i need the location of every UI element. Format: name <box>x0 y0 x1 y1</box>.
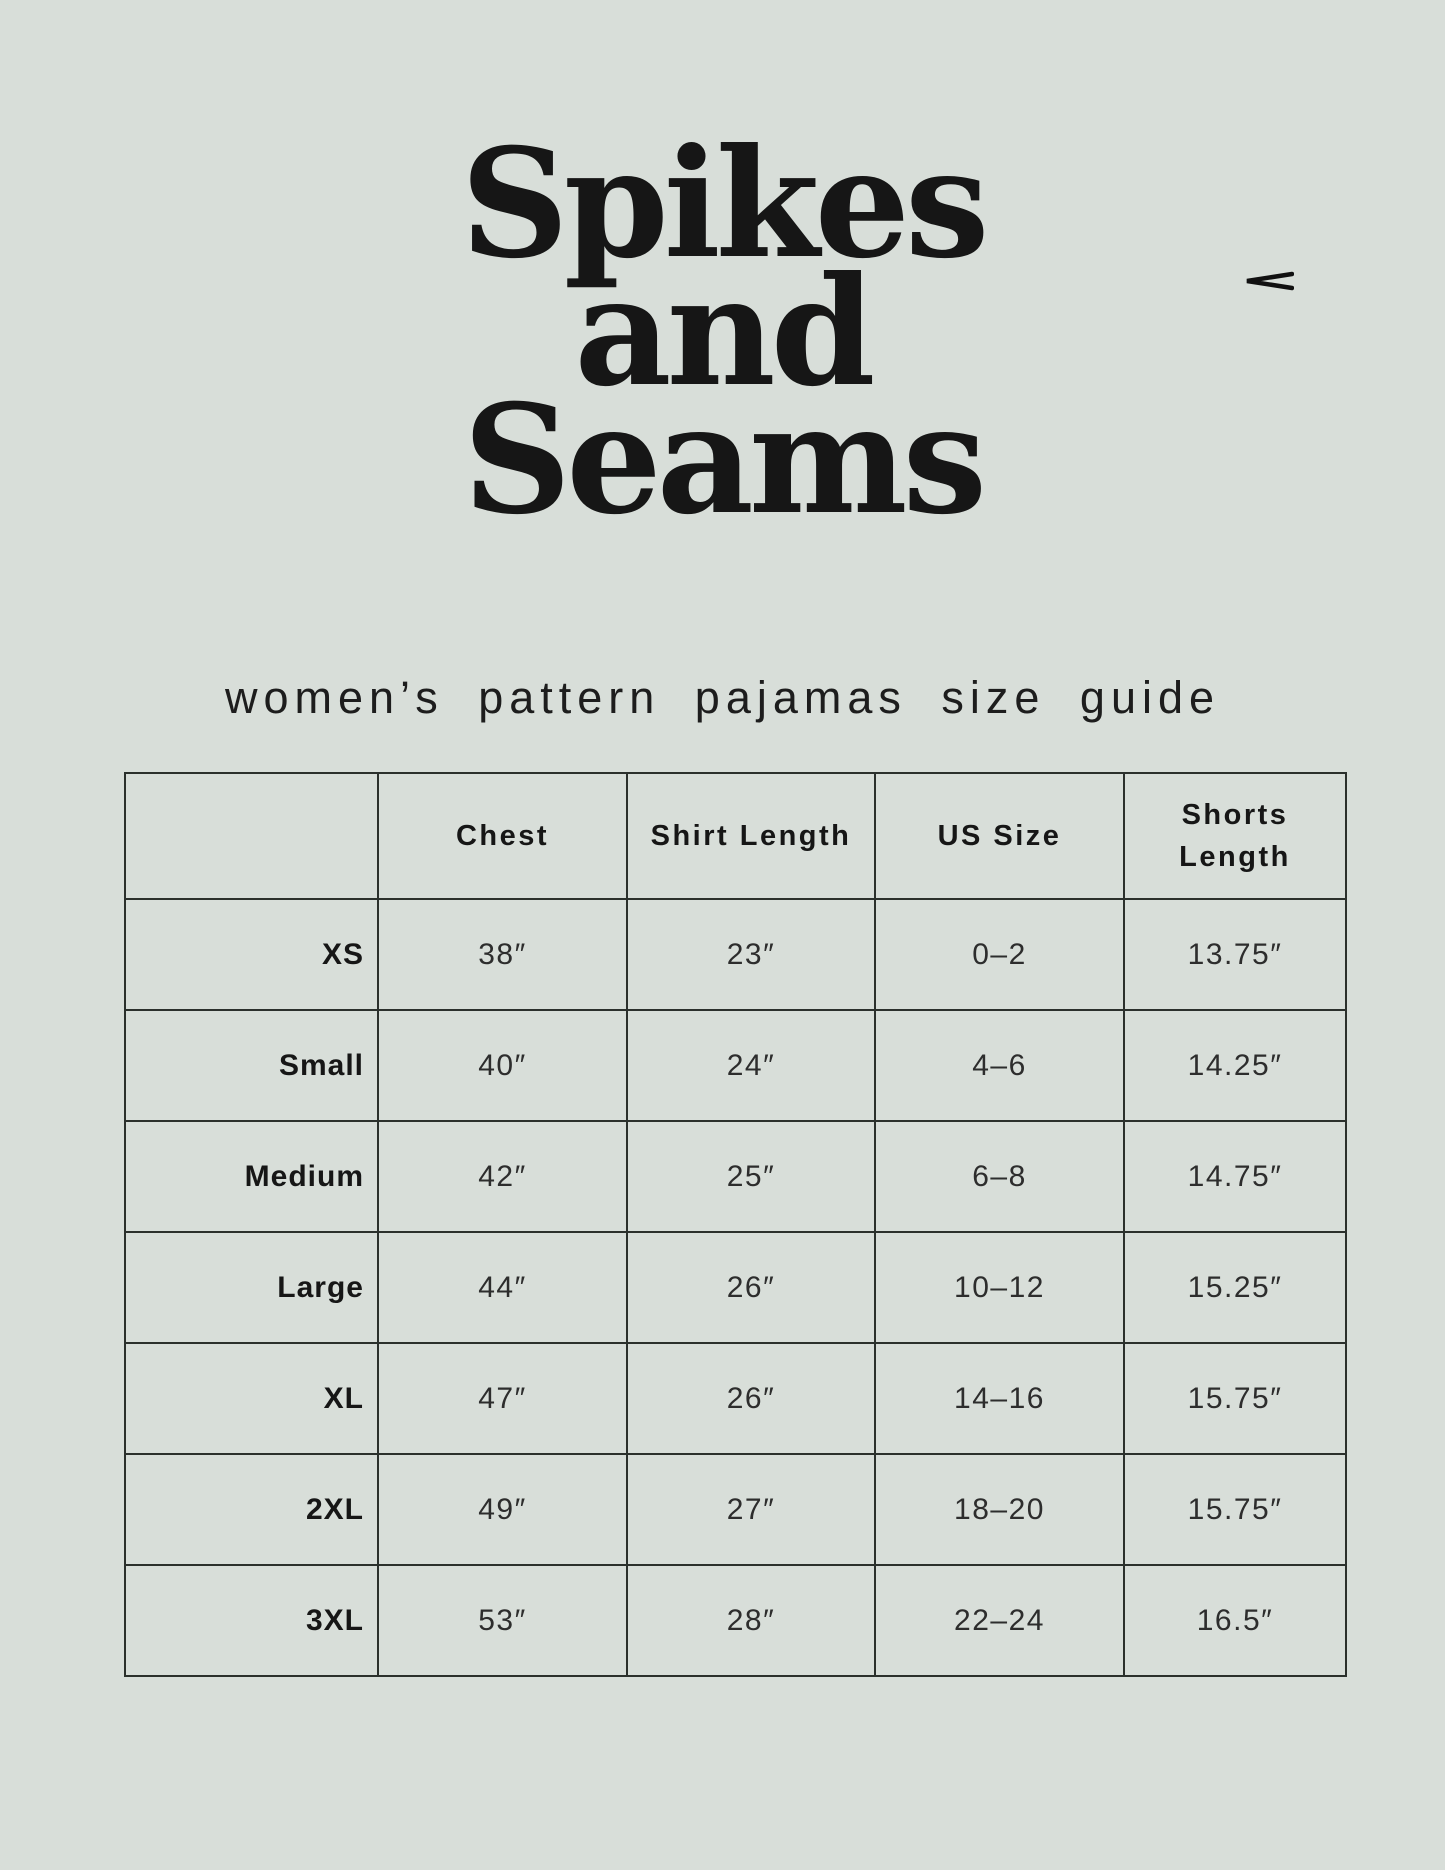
row-label: 3XL <box>125 1565 378 1676</box>
page-title: women’s pattern pajamas size guide <box>224 672 1221 723</box>
shirt-length-value: 23″ <box>627 899 875 1010</box>
chest-value: 49″ <box>378 1454 627 1565</box>
logo-line-1: Spikes <box>460 116 985 292</box>
header-us-size: US Size <box>875 773 1124 899</box>
chevron-left-icon <box>1244 270 1294 292</box>
table-header-row <box>125 773 1346 899</box>
table-row-xl <box>125 1343 1346 1454</box>
header-shirt-length: Shirt Length <box>627 773 875 899</box>
row-label: Small <box>125 1010 378 1121</box>
row-label: 2XL <box>125 1454 378 1565</box>
us-size-value: 22–24 <box>875 1565 1124 1676</box>
table-row-small <box>125 1010 1346 1121</box>
table-row-medium <box>125 1121 1346 1232</box>
us-size-value: 18–20 <box>875 1454 1124 1565</box>
row-label: Medium <box>125 1121 378 1232</box>
shorts-length-value: 13.75″ <box>1124 899 1346 1010</box>
header-corner-cell <box>125 773 378 899</box>
shorts-length-value: 14.75″ <box>1124 1121 1346 1232</box>
chest-value: 42″ <box>378 1121 627 1232</box>
size-guide-table <box>124 772 1347 1677</box>
table-row-2xl <box>125 1454 1346 1565</box>
logo-line-2: and <box>574 244 871 420</box>
shirt-length-value: 27″ <box>627 1454 875 1565</box>
header-chest: Chest <box>378 773 627 899</box>
chest-value: 53″ <box>378 1565 627 1676</box>
shirt-length-value: 26″ <box>627 1232 875 1343</box>
shorts-length-value: 14.25″ <box>1124 1010 1346 1121</box>
us-size-value: 4–6 <box>875 1010 1124 1121</box>
chest-value: 38″ <box>378 899 627 1010</box>
shirt-length-value: 24″ <box>627 1010 875 1121</box>
table-row-3xl <box>125 1565 1346 1676</box>
header-shorts-length: Shorts Length <box>1124 773 1346 899</box>
row-label: Large <box>125 1232 378 1343</box>
shorts-length-value: 15.75″ <box>1124 1343 1346 1454</box>
chest-value: 47″ <box>378 1343 627 1454</box>
shorts-length-value: 15.25″ <box>1124 1232 1346 1343</box>
us-size-value: 0–2 <box>875 899 1124 1010</box>
shirt-length-value: 25″ <box>627 1121 875 1232</box>
shirt-length-value: 28″ <box>627 1565 875 1676</box>
row-label: XS <box>125 899 378 1010</box>
shirt-length-value: 26″ <box>627 1343 875 1454</box>
shorts-length-value: 16.5″ <box>1124 1565 1346 1676</box>
logo-line-3: Seams <box>462 372 983 548</box>
chest-value: 40″ <box>378 1010 627 1121</box>
us-size-value: 14–16 <box>875 1343 1124 1454</box>
us-size-value: 10–12 <box>875 1232 1124 1343</box>
brand-logo <box>0 116 1445 548</box>
table-row-large <box>125 1232 1346 1343</box>
shorts-length-value: 15.75″ <box>1124 1454 1346 1565</box>
us-size-value: 6–8 <box>875 1121 1124 1232</box>
chest-value: 44″ <box>378 1232 627 1343</box>
row-label: XL <box>125 1343 378 1454</box>
table-row-xs <box>125 899 1346 1010</box>
